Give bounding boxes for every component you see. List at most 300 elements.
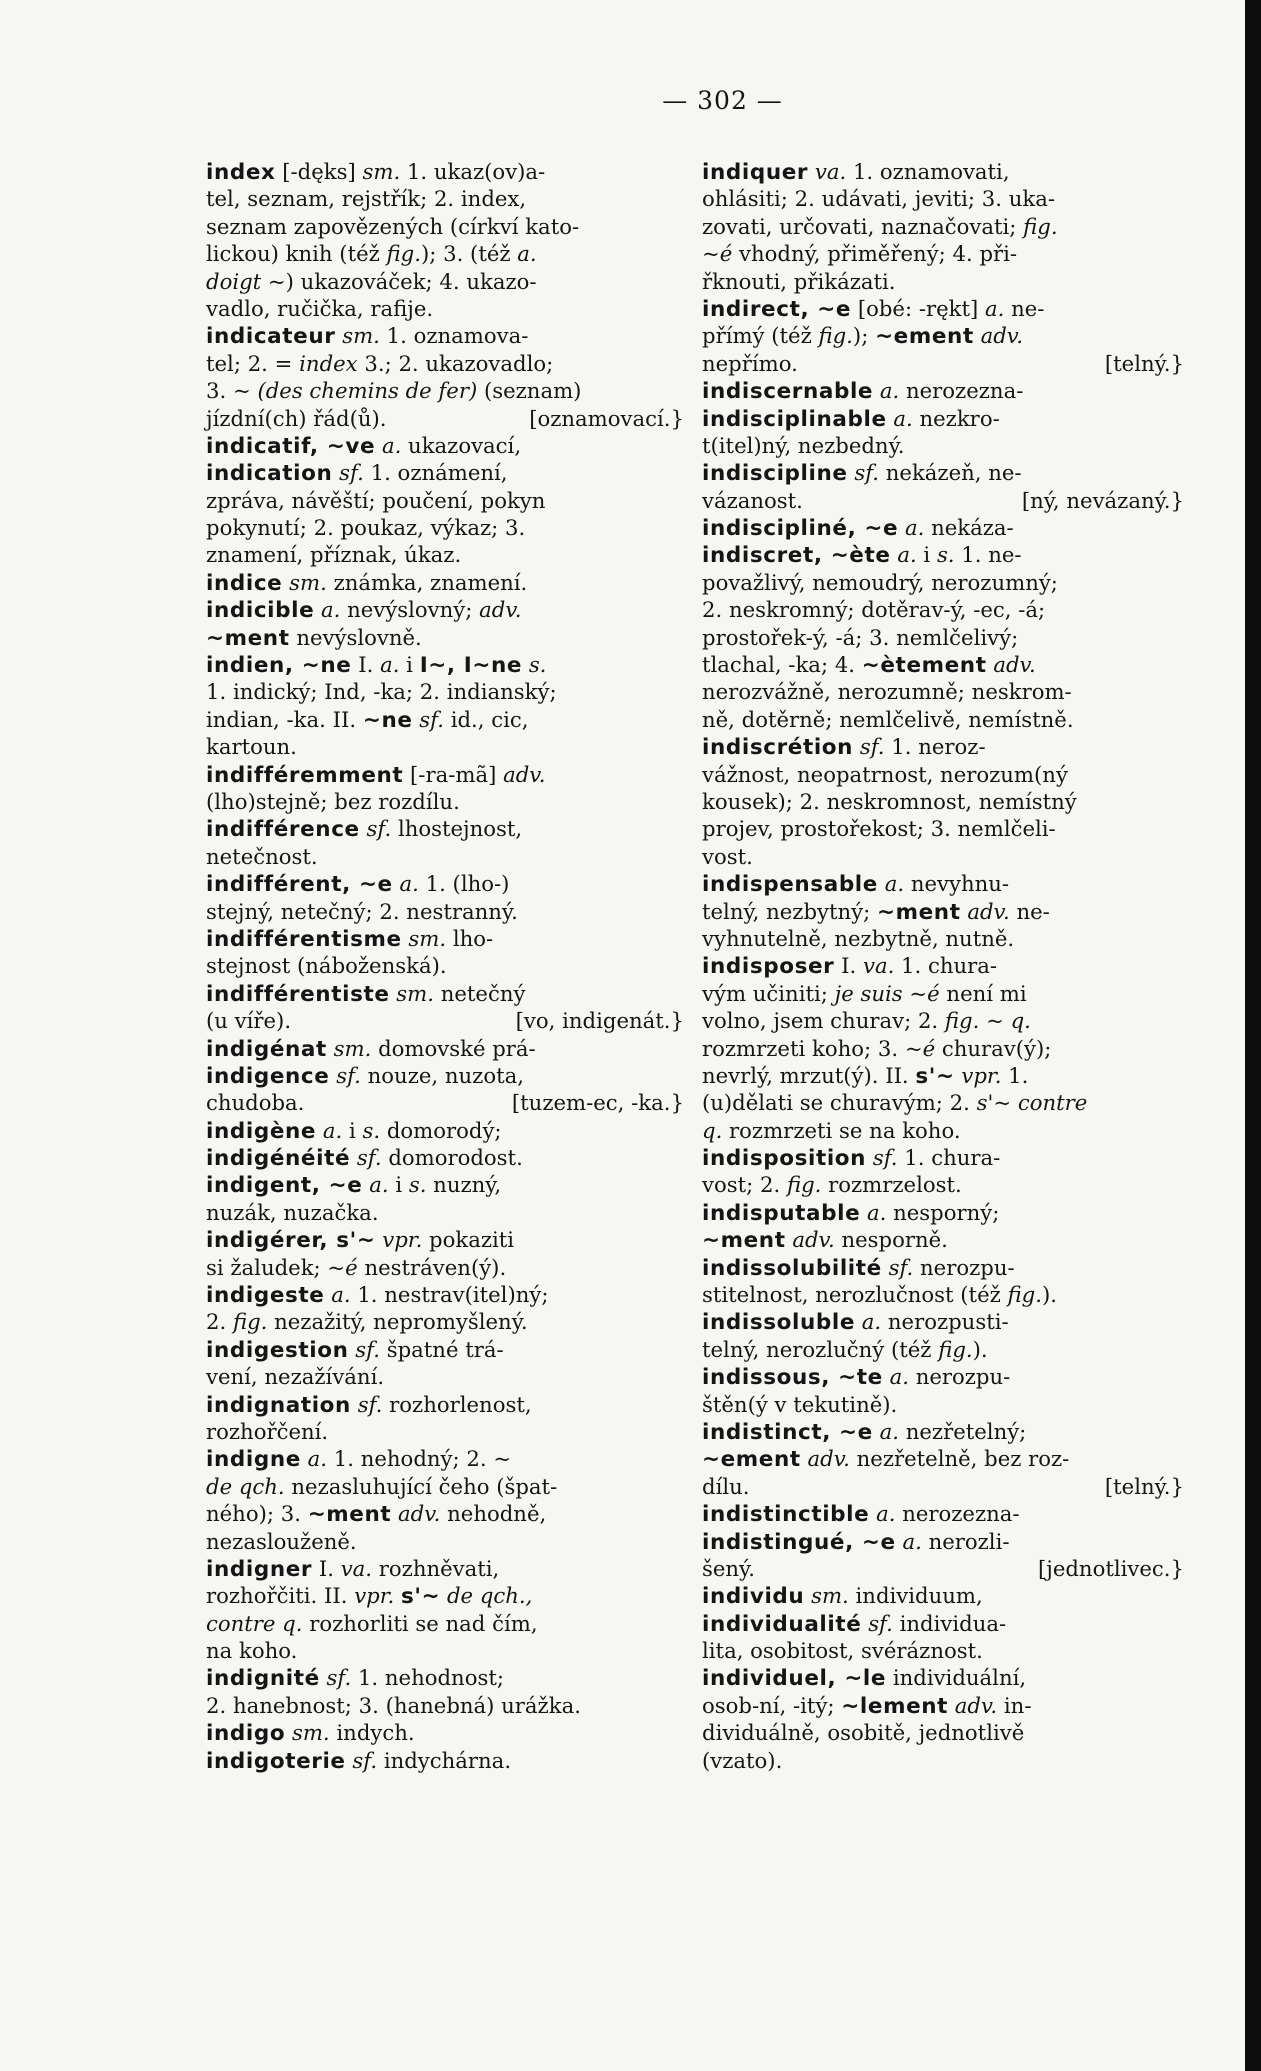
entry-line [702,870,1184,897]
definition-text [440,1583,447,1608]
definition-text: osob-ní, -itý; [702,1692,842,1718]
grammar-label: de qch. [206,1473,285,1499]
definition-text: rozmrzeti se na koho. [722,1117,961,1143]
headword: indisposition [702,1146,867,1172]
headword: indifférentisme [206,926,402,952]
entry-line [206,980,684,1007]
entry-line [206,1226,684,1253]
definition-text [301,1446,308,1471]
headword: indigénéité [206,1146,351,1172]
definition-text: netečnost. [206,843,318,869]
entry-line [702,980,1184,1007]
definition-text: (seznam) [477,378,582,404]
definition-text: stitelnost, nerozlučnost (též [702,1282,1008,1308]
headword: indistinct, ~e [702,1419,873,1445]
entry-line [702,788,1184,815]
definition-text: rozhněvati, [372,1555,500,1581]
grammar-label: je suis ~é [834,980,940,1006]
headword: ~ment [206,625,290,651]
entry-line [206,1500,684,1527]
entry-line [702,925,1184,952]
entry-line [702,1582,1184,1609]
headword: indisciplinable [702,406,887,432]
headword: indirect, ~e [702,296,852,322]
grammar-label: a. [889,1364,909,1390]
entry-line [206,1747,684,1774]
headword: indissoluble [702,1310,856,1336]
entry-line [702,268,1184,295]
definition-text [866,1145,873,1170]
definition-text: stejný, netečný; 2. nestranný. [206,898,518,924]
headword: indiscipline [702,461,848,487]
definition-text: dílu. [702,1473,750,1499]
grammar-label: sf. [859,734,885,760]
definition-text: i [916,542,937,568]
definition-text: vážnost, neopatrnost, nerozum(ný [702,761,1068,787]
definition-text [393,871,400,896]
headword: indigoterie [206,1748,346,1774]
definition-text: známka, znamení. [326,569,528,595]
grammar-label: fig. [1007,1282,1042,1308]
entry-line [702,1528,1184,1555]
entry-line [702,1391,1184,1418]
definition-text: tel; 2. = [206,350,300,376]
entry-line [702,1171,1184,1198]
headword: ~ment [307,1502,392,1528]
definition-text: 3.; 2. ukazovadlo; [357,350,554,376]
entry-line [702,1363,1184,1390]
headword: ~ètement [861,653,987,679]
grammar-label: de qch., [446,1583,533,1609]
entry-line [702,1336,1184,1363]
entry-line [206,1610,684,1637]
grammar-label: fig. [818,323,853,349]
grammar-label: sf. [336,1062,361,1088]
headword: indispensable [702,872,878,898]
definition-text [853,734,860,759]
grammar-label: fig. [786,1172,822,1198]
grammar-label: vpr. [382,1227,423,1253]
definition-text: lhostejnost, [391,816,523,842]
definition-text: nekázeň, ne- [879,460,1022,486]
definition-text: 2. hanebnost; 3. (hanebná) urážka. [206,1692,581,1718]
entry-line [702,569,1184,596]
grammar-label: adv. [954,1692,998,1718]
definition-text: nezaslouženě. [206,1528,357,1554]
definition-text [882,1255,889,1280]
definition-text: nevrlý, mrzut(ý). II. [702,1062,916,1088]
definition-text: ). [1041,1282,1057,1308]
grammar-label: a. [380,652,400,678]
grammar-label: a. [879,1418,899,1444]
grammar-label: a. [321,597,341,623]
headword: indigence [206,1063,330,1089]
definition-text: t(itel)ný, nezbedný. [702,432,905,458]
entry-line [702,1664,1184,1691]
definition-text: 1. (lho-) [418,871,510,897]
definition-text: zpráva, návěští; poučení, pokyn [206,487,546,513]
grammar-label: q. [1010,1008,1031,1034]
entry-line [206,1089,684,1116]
definition-text: ) ukazováček; 4. ukazo- [285,268,537,294]
definition-text: nezasluhující čeho (špat- [284,1473,558,1499]
definition-text: štěn(ý v tekutině). [702,1391,898,1417]
entry-line [702,952,1184,979]
definition-text: I. [312,1555,341,1581]
entry-line [206,898,684,925]
grammar-label: adv. [479,597,522,623]
definition-text: 3. ~ [206,378,258,404]
grammar-label: sm. [396,980,434,1006]
definition-text: ně, dotěrně; nemlčelivě, nemístně. [702,706,1074,732]
entry-line [206,185,684,212]
definition-text: 1. nehodný; 2. ~ [327,1446,512,1472]
definition-text: (lho)stejně; bez rozdílu. [206,788,460,814]
headword: indiscret, ~ète [702,543,891,569]
grammar-label: sf. [888,1254,914,1280]
definition-text: 1. ne- [954,542,1022,568]
definition-text: ne- [1004,295,1045,321]
grammar-label: fig. [938,1336,973,1362]
grammar-label: va. [814,159,847,184]
grammar-label: sf. [854,460,880,486]
definition-text: i [342,1117,363,1143]
definition-text: individuum, [848,1583,983,1609]
definition-text: individua- [892,1610,1007,1636]
entry-line [206,1418,684,1445]
grammar-label: adv. [967,898,1010,924]
definition-text: [-dęks] [275,159,363,184]
definition-text: nevýslovný; [340,597,480,623]
carryover-bracket: [jednotlivec.} [1038,1555,1184,1581]
grammar-label: va. [340,1555,373,1581]
entry-line [702,377,1184,404]
definition-text: nerozpu- [908,1364,1011,1390]
definition-text: si žaludek; [206,1254,328,1280]
entry-line [206,1473,684,1500]
definition-text: na koho. [206,1638,298,1664]
headword: indigérer, s'~ [206,1228,376,1254]
definition-text: indych. [329,1720,415,1746]
headword: s'~ [401,1584,441,1610]
definition-text: vení, nezažívání. [206,1364,385,1390]
definition-text: lickou) knih (též [206,241,387,267]
definition-text: 2. neskromný; dotěrav-ý, -ec, -á; [702,597,1046,623]
entry-line [702,1062,1184,1089]
entry-line [702,706,1184,733]
definition-text: znamení, příznak, úkaz. [206,542,462,568]
entry-line [206,1254,684,1281]
entry-line [206,1664,684,1691]
definition-text: nerozezna- [895,1501,1020,1527]
definition-text: ného); 3. [206,1501,308,1527]
entry-line [702,1254,1184,1281]
definition-text: nezažitý, nepromyšlený. [267,1309,528,1335]
definition-text: (u)dělati se churavým; 2. [702,1090,977,1116]
entry-line [702,1692,1184,1719]
entry-line [206,1528,684,1555]
definition-text [873,1419,880,1444]
definition-text: 1. oznamovati, [846,159,1010,184]
definition-text: lho- [446,925,494,951]
entry-line [702,651,1184,678]
definition-text: 1. chura- [894,953,998,979]
definition-text: nepřímo. [702,350,798,376]
definition-text: 1. indický; Ind, -ka; 2. indianský; [206,679,557,705]
definition-text: domorodý; [380,1117,502,1143]
definition-text: vhodný, přiměřený; 4. při- [732,241,1018,267]
entry-line [702,541,1184,568]
grammar-label: fig. [944,1008,980,1034]
grammar-label: sf. [355,1336,380,1362]
entry-line [206,843,684,870]
definition-text: nehodně, [440,1501,547,1527]
definition-text: přímý (též [702,323,819,349]
definition-text: (vzato). [702,1747,783,1773]
entry-line [206,1555,684,1582]
carryover-bracket: [ný, nevázaný.} [1021,487,1184,513]
grammar-label: vpr. [961,1062,1002,1088]
definition-text: vým učiniti; [702,980,835,1006]
headword: ~ement [875,324,974,350]
definition-text: nerozvážně, nerozumně; neskrom- [702,679,1072,705]
headword: indissolubilité [702,1255,882,1281]
definition-text [898,515,905,540]
headword: indisposer [702,954,835,980]
definition-text: I. [351,652,381,678]
entry-line [206,1445,684,1472]
headword: indiquer [702,160,809,185]
definition-text: kousek); 2. neskromnost, nemístný [702,788,1077,814]
definition-text: ukazovací, [401,432,522,458]
definition-text: rozhořčiti. II. [206,1583,355,1609]
entry-line [702,624,1184,651]
entry-line [206,624,684,651]
entry-line [702,1610,1184,1637]
entry-line [702,1637,1184,1664]
grammar-label: sm. [362,159,401,184]
grammar-label: q. [702,1117,723,1143]
definition-text: 1. ukaz(ov)a- [400,159,546,184]
entry-line [206,1171,684,1198]
definition-text: vost. [702,843,753,869]
definition-text: ); [852,323,876,349]
definition-text: [-ra-mã] [403,761,504,787]
entry-line [206,733,684,760]
definition-text: nestráven(ý). [357,1254,507,1280]
entry-line [702,1007,1184,1034]
grammar-label: sm. [342,323,380,349]
entry-line [702,322,1184,349]
definition-text: tel, seznam, rejstřík; 2. index, [206,186,527,212]
entry-line [206,1391,684,1418]
headword: indifférence [206,817,360,843]
grammar-label: a. [904,515,925,541]
headword: individu [702,1584,805,1610]
carryover-bracket: [tuzem-ec, -ka.} [511,1090,684,1116]
definition-text: prostořek-ý, -á; 3. nemlčelivý; [702,624,1019,650]
grammar-label: adv. [398,1501,441,1527]
definition-text: nuzák, nuzačka. [206,1199,379,1225]
headword: ~ment [702,1228,786,1254]
entry-line [702,1747,1184,1774]
entry-line [702,432,1184,459]
grammar-label: fig. [232,1309,268,1335]
definition-text: kartoun. [206,734,297,760]
entry-line [702,596,1184,623]
grammar-label: adv. [792,1227,835,1253]
definition-text: stejnost (náboženská). [206,953,447,979]
definition-text: považlivý, nemoudrý, nerozumný; [702,569,1058,595]
definition-text: netečný [433,980,526,1006]
headword: indisputable [702,1200,861,1226]
entry-line [206,761,684,788]
entry-line [206,596,684,623]
entry-line [206,925,684,952]
carryover-bracket: [telný.} [1104,350,1184,376]
definition-text: i [388,1172,409,1198]
entry-line [206,1692,684,1719]
definition-text: ohlásiti; 2. udávati, jeviti; 3. uka- [702,186,1056,212]
entry-line [206,350,684,377]
headword: indigeste [206,1283,325,1309]
entry-line [206,1035,684,1062]
grammar-label: a. [861,1309,882,1335]
grammar-label: a. [381,432,402,458]
definition-text: telný, nezbytný; [702,898,877,924]
definition-text: nevýslovně. [289,624,422,650]
grammar-label: sf. [868,1610,893,1636]
grammar-label: a. [322,1117,343,1143]
grammar-label: s. [936,542,955,568]
entry-line [702,898,1184,925]
definition-text [801,1446,808,1471]
grammar-label: sf. [357,1391,383,1417]
carryover-bracket: [telný.} [1104,1473,1184,1499]
definition-text: vyhnutelně, nezbytně, nutně. [702,925,1015,951]
definition-text: telný, nerozlučný (též [702,1336,939,1362]
entry-line [206,569,684,596]
right-column [702,158,1184,1774]
grammar-label: sf. [872,1145,898,1171]
definition-text [375,433,382,458]
grammar-label: s'~ contre [976,1090,1088,1116]
headword: indigent, ~e [206,1173,363,1199]
carryover-bracket: [vo, indigenát.} [515,1008,684,1034]
grammar-label: sf. [339,460,364,486]
entry-line [206,1308,684,1335]
entry-line [702,295,1184,322]
definition-text: nuzný, [426,1172,502,1198]
grammar-label: a. [893,405,913,431]
entry-line [702,1035,1184,1062]
entry-line [206,240,684,267]
grammar-label: fig. [386,241,421,267]
definition-text [327,1036,334,1061]
grammar-label: ~é [904,1035,936,1061]
entry-line [702,1226,1184,1253]
definition-text: lita, osobitost, svéráznost. [702,1638,983,1664]
definition-text: [obé: -rękt] [851,295,986,321]
entry-line [702,1555,1184,1582]
definition-text [860,1200,867,1225]
definition-text: nezřetelně, bez roz- [849,1446,1070,1472]
grammar-label: a. [897,542,917,568]
definition-text [285,1720,292,1745]
entry-line [206,459,684,486]
grammar-label: va. [862,953,895,979]
headword: ~ment [876,899,961,925]
entry-line [702,1500,1184,1527]
entry-line [206,487,684,514]
entry-line [702,405,1184,432]
definition-text: řknouti, přikázati. [702,268,896,294]
entry-line [206,788,684,815]
definition-text: jízdní(ch) řád(ů). [206,405,387,431]
definition-text: špatné trá- [379,1336,504,1362]
grammar-label: sm. [333,1035,372,1061]
grammar-label: sm. [291,1720,330,1746]
definition-text: nezřetelný; [898,1418,1027,1444]
definition-text: id., cic, [443,706,529,732]
definition-text: pokaziti [422,1227,515,1253]
definition-text: I. [834,953,863,979]
definition-text: domovské prá- [371,1035,536,1061]
definition-text: 1. oznamova- [379,323,529,349]
grammar-label: index [299,350,358,376]
headword: individuel, ~le [702,1666,887,1692]
grammar-label: contre q. [206,1610,303,1636]
grammar-label: sf. [352,1747,378,1773]
entry-line [702,514,1184,541]
entry-line [702,1719,1184,1746]
definition-text [808,159,815,184]
definition-text: domorodost. [381,1145,523,1171]
entry-line [702,350,1184,377]
definition-text [320,1665,327,1690]
grammar-label: a. [369,1172,389,1198]
definition-text: 1. neroz- [884,734,986,760]
definition-text: šený. [702,1555,755,1581]
headword: indigne [206,1447,301,1473]
definition-text [350,1145,357,1170]
grammar-label: sf. [326,1665,352,1691]
headword: individualité [702,1611,862,1637]
grammar-label: sm. [811,1583,849,1609]
definition-text: ne- [1009,898,1050,924]
entry-line [206,1144,684,1171]
entry-line [702,487,1184,514]
headword: indiscernable [702,379,874,405]
grammar-label: a. [517,241,537,267]
entry-line [206,815,684,842]
definition-text: rozhorliti se nad čím, [302,1610,538,1636]
entry-line [206,268,684,295]
grammar-label: a. [884,871,905,897]
entry-line [702,678,1184,705]
entry-line [206,1637,684,1664]
definition-text: ~ [979,1008,1011,1034]
grammar-label: sm. [289,569,327,595]
grammar-label: sf. [356,1145,382,1171]
definition-text: indian, -ka. II. [206,706,363,732]
definition-text: dividuálně, osobitě, jednotlivě [702,1720,1025,1746]
entry-line [206,405,684,432]
headword: indigène [206,1118,317,1144]
definition-text: (u víře). [206,1008,292,1034]
definition-text: 2. [206,1309,233,1335]
entry-line [702,1089,1184,1116]
